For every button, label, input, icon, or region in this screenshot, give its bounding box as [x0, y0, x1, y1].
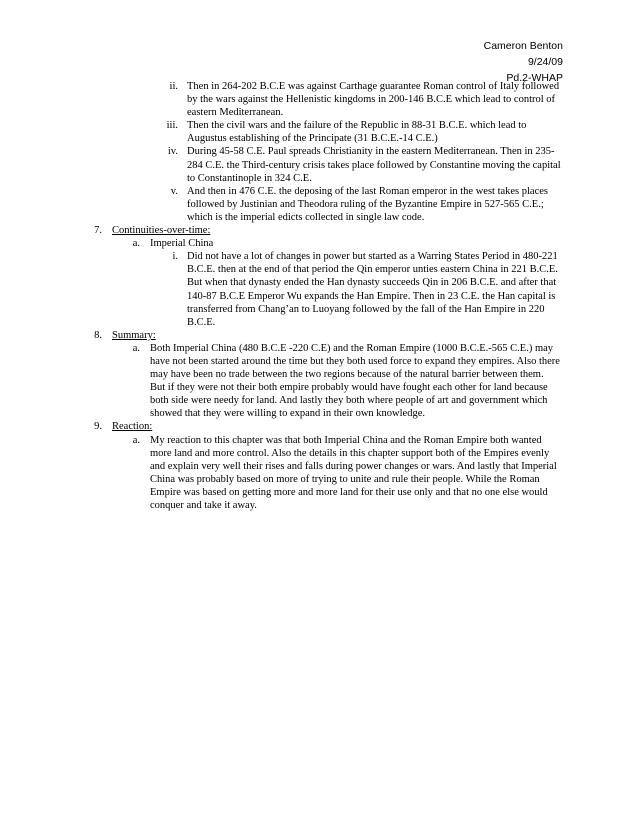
- paragraph: My reaction to this chapter was that both Imperial China and the Roman Empire both wanted more land and more control. Also the details in this chapter support both of the Empires evenly and explain very well their rises and falls during power changes or wars. And lastly that Imperial China was probably based on more of trying to unite and rule their people. While the Roman Empire was based on getting more and more land for their use only and that no one else would conquer and take it away.: [150, 434, 557, 511]
- list-item-text: Did not have a lot of changes in power but started as a Warring States Period in 480-221 B.C.E. then at the end of that period the Qin emperor unties eastern China in 221 B.C.E. But when that dynasty ended the Han dynasty succeeds Qin in 206 B.C.E. and after that 140-87 B.C.E Emperor Wu expands the Han Empire. Then in 23 C.E. the Han capital is transferred from Chang’an to Luoyang followed by the fall of the Han Empire in 220 B.C.E.: [187, 251, 558, 328]
- section-heading: Continuities-over-time:: [112, 225, 211, 237]
- list-item: [0, 250, 638, 329]
- list-marker: i.: [172, 251, 178, 263]
- author-name: Cameron Benton: [483, 40, 563, 52]
- list-item: [0, 434, 638, 513]
- class-period: Pd.2-WHAP: [506, 72, 563, 84]
- document-date: 9/24/09: [527, 56, 563, 68]
- section-heading: Summary:: [112, 329, 156, 341]
- list-item: [0, 342, 638, 421]
- section-number: 8.: [94, 329, 102, 341]
- document-header: [484, 38, 563, 86]
- list-marker: a.: [132, 434, 140, 446]
- section-number: 9.: [94, 421, 102, 433]
- list-item-text: And then in 476 C.E. the deposing of the last Roman emperor in the west takes places followed by Justinian and Theodora ruling of the Byzantine Empire in 527-565 C.E.; which is the imperial edicts collected in single law code.: [187, 185, 549, 223]
- list-marker: a.: [132, 342, 140, 354]
- list-marker: v.: [170, 185, 178, 197]
- list-item: [0, 80, 638, 119]
- list-item-text: During 45-58 C.E. Paul spreads Christianity in the eastern Mediterranean. Then in 235-284 C.E. the Third-century crisis takes place followed by Constantine moving the capital to Constantinople in 324 C.E.: [187, 146, 561, 184]
- list-item: [0, 185, 638, 224]
- list-item-text: Then the civil wars and the failure of the Republic in 88-31 B.C.E. which lead to Augustus establishing of the Principate (31 B.C.E.-14 C.E.): [187, 120, 527, 145]
- list-marker: iv.: [167, 146, 178, 158]
- list-marker: iii.: [166, 120, 178, 132]
- list-item: [0, 237, 638, 250]
- reaction-section: [0, 420, 638, 512]
- paragraph: Both Imperial China (480 B.C.E -220 C.E) and the Roman Empire (1000 B.C.E.-565 C.E.) may have not been started around the time but they both used force to expand they empires. Also there may have been no trade between the two regions because of the natural barrier between them. But if they were not their both empire probably would have fought each other for land because both side were needy for land. And lastly they both where people of art and government which showed that they were willing to expand in their own knowledge.: [150, 342, 560, 420]
- subheading: Imperial China: [150, 238, 214, 250]
- document-body: [0, 80, 638, 512]
- list-marker: ii.: [169, 81, 178, 92]
- list-marker: a.: [132, 238, 140, 250]
- list-item: [0, 119, 638, 145]
- continuities-section: [0, 224, 638, 329]
- list-item: [0, 145, 638, 184]
- summary-section: [0, 329, 638, 421]
- list-item-text: Then in 264-202 B.C.E was against Carthage guarantee Roman control of Italy followed by the wars against the Hellenistic kingdoms in 200-146 B.C.E which lead to control of eastern Mediterranean.: [187, 81, 560, 119]
- section-number: 7.: [94, 225, 102, 237]
- section-heading: Reaction:: [112, 421, 153, 433]
